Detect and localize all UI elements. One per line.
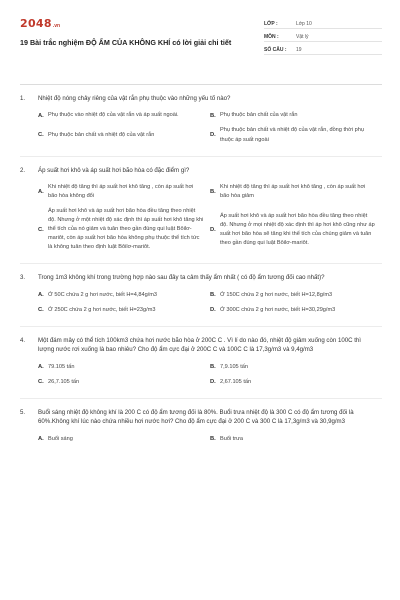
option-letter: C.: [38, 307, 44, 314]
answer-options: [20, 288, 382, 318]
answer-option-a[interactable]: [38, 180, 210, 204]
question-stem: [20, 94, 382, 103]
option-text: Áp suất hơi khô và áp suất hơi bão hòa đều tăng theo nhiệt độ. Nhưng ở một nhiệt độ xác định thì áp suất hơi khô tăng khi thể tích của nó giảm và tuân theo gần đúng qui luật Bôilơ-mariôt, còn áp suất hơi bão hòa không phụ thuộc thể tích tức là không tuân theo định luật Bôilơ-mariôt.: [48, 208, 204, 251]
answer-option-d[interactable]: [210, 375, 382, 390]
meta-label: LỚP :: [264, 20, 278, 27]
answer-option-c[interactable]: [38, 303, 210, 318]
question-text: Buổi sáng nhiệt độ không khí là 200 C có độ ẩm tương đối là 80%. Buổi trưa nhiệt độ là 300 C có độ ẩm tương đối là 60%.Không khí lúc nào chứa nhiều hơi nước hơi? Cho độ ẩm cực đại ở 200 C và 300 C là 17,3g/m3 và 30,9g/m3: [38, 408, 354, 426]
answer-option-d[interactable]: [210, 123, 382, 147]
option-text: 26,7.105 tấn: [48, 378, 80, 385]
option-letter: B.: [210, 188, 216, 195]
answer-option-b[interactable]: [210, 360, 382, 375]
question-number: 3.: [20, 274, 26, 282]
option-letter: D.: [210, 307, 216, 314]
option-letter: A.: [38, 188, 44, 195]
logo-text: 2048: [20, 17, 52, 30]
answer-option-a[interactable]: [38, 288, 210, 303]
question-separator: [20, 156, 382, 157]
question-stem: [20, 336, 382, 355]
option-letter: D.: [210, 379, 216, 386]
answer-option-d[interactable]: [210, 204, 382, 255]
header-meta: [264, 14, 382, 72]
option-text: Ở 300C chứa 2 g hơi nước, biết H=30,29g/m3: [220, 306, 336, 313]
option-text: Phụ thuộc bản chất của vật rắn: [220, 112, 298, 119]
question-separator: [20, 326, 382, 327]
answer-option-a[interactable]: [38, 360, 210, 375]
option-text: Phụ thuộc vào nhiệt độ của vật rắn và áp suất ngoài.: [48, 112, 179, 119]
question-number: 1.: [20, 95, 26, 102]
question-text: Một đám mây có thể tích 100km3 chứa hơi nước bão hòa ở 200C C . Vì lí do nào đó, nhiệt độ giảm xuống còn 100C thì lượng nước rơi xuống là bao nhiêu? Cho độ ẩm cực đại ở 200C C và 100C C là 17,3g/m3 và 9,4g/m3: [38, 336, 361, 354]
question-number: 4.: [20, 336, 26, 344]
option-letter: A.: [38, 292, 44, 299]
answer-options: [20, 432, 382, 447]
answer-option-d[interactable]: [210, 303, 382, 318]
meta-row-class: [264, 16, 382, 29]
question-4: [20, 336, 382, 399]
option-letter: A.: [38, 364, 44, 371]
answer-option-b[interactable]: [210, 432, 382, 447]
question-3: [20, 273, 382, 327]
question-separator: [20, 263, 382, 264]
site-logo[interactable]: [20, 16, 252, 32]
meta-row-count: [264, 42, 382, 55]
option-letter: B.: [210, 292, 216, 299]
meta-row-subject: [264, 29, 382, 42]
question-5: [20, 408, 382, 447]
option-letter: A.: [38, 112, 44, 119]
meta-value: 19: [296, 46, 302, 53]
answer-option-b[interactable]: [210, 288, 382, 303]
option-text: Buổi sáng: [48, 435, 73, 442]
option-text: Buổi trưa: [220, 435, 244, 442]
question-text: Nhiệt độ nóng chảy riêng của vật rắn phụ thuộc vào những yếu tố nào?: [38, 95, 231, 102]
option-text: Ở 250C chứa 2 g hơi nước, biết H=23g/m3: [48, 306, 156, 313]
meta-value: Vật lý: [296, 33, 309, 40]
option-text: Áp suất hơi khô và áp suất hơi bão hòa đều tăng theo nhiệt độ. Nhưng ở mọi nhiệt độ xác định thì áp hơi khô cũng như áp suất hơi bão hòa sẽ tăng khi thể tích của chúng giảm và tuân theo gần đúng qui luật Bôilơ-mariôt.: [220, 212, 375, 246]
option-text: 7,9.105 tấn: [220, 363, 248, 370]
header-left: [20, 14, 252, 72]
answer-options: [20, 180, 382, 255]
answer-option-c[interactable]: [38, 204, 210, 255]
option-letter: B.: [210, 112, 216, 119]
question-text: Trong 1m3 không khí trong trường hợp nào sau đây ta cảm thấy ẩm nhất ( có độ ẩm tương đối cao nhất)?: [38, 274, 325, 282]
option-text: Khi nhiệt độ tăng thì áp suất hơi khô tăng , còn áp suất hơi bão hòa giảm: [220, 184, 366, 200]
answer-option-a[interactable]: [38, 432, 210, 447]
option-text: 2,67.105 tấn: [220, 378, 252, 385]
question-number: 5.: [20, 408, 26, 416]
option-text: Phụ thuộc bản chất và nhiệt độ của vật rắn, đồng thời phụ thuộc áp suất ngoài: [220, 127, 364, 143]
question-stem: [20, 408, 382, 427]
question-2: [20, 166, 382, 265]
question-stem: [20, 273, 382, 282]
option-text: Ở 150C chứa 2 g hơi nước, biết H=12,8g/m3: [220, 291, 333, 298]
question-1: [20, 94, 382, 157]
option-letter: D.: [210, 226, 216, 233]
option-letter: D.: [210, 132, 216, 139]
question-number: 2.: [20, 166, 26, 174]
option-letter: C.: [38, 379, 44, 386]
question-separator: [20, 398, 382, 399]
answer-option-c[interactable]: [38, 375, 210, 390]
answer-options: [20, 108, 382, 147]
answer-option-b[interactable]: [210, 108, 382, 123]
meta-value: Lớp 10: [296, 20, 312, 27]
option-text: 79.105 tấn: [48, 363, 75, 370]
question-stem: [20, 166, 382, 175]
option-letter: B.: [210, 436, 216, 443]
answer-options: [20, 360, 382, 390]
option-letter: B.: [210, 364, 216, 371]
answer-option-a[interactable]: [38, 108, 210, 123]
option-text: Khi nhiệt độ tăng thì áp suất hơi khô tăng , còn áp suất hơi bão hòa không đổi: [48, 184, 194, 200]
logo-suffix: .vn: [52, 23, 61, 29]
option-text: Ở 50C chứa 2 g hơi nước, biết H=4,84g/m3: [48, 291, 158, 298]
header-divider: [20, 84, 382, 85]
answer-option-b[interactable]: [210, 180, 382, 204]
meta-label: MÔN :: [264, 33, 279, 40]
option-letter: A.: [38, 436, 44, 443]
option-letter: C.: [38, 226, 44, 233]
page-title: 19 Bài trắc nghiệm ĐỘ ẨM CỦA KHÔNG KHÍ có lời giải chi tiết: [20, 37, 232, 47]
option-text: Phụ thuộc bản chất và nhiệt độ của vật rắn: [48, 132, 155, 138]
answer-option-c[interactable]: [38, 123, 210, 147]
question-text: Áp suất hơi khô và áp suất hơi bão hòa có đặc điểm gì?: [38, 166, 190, 174]
option-letter: C.: [38, 132, 44, 139]
page-header: [20, 14, 382, 72]
meta-label: SỐ CÂU :: [264, 46, 287, 53]
